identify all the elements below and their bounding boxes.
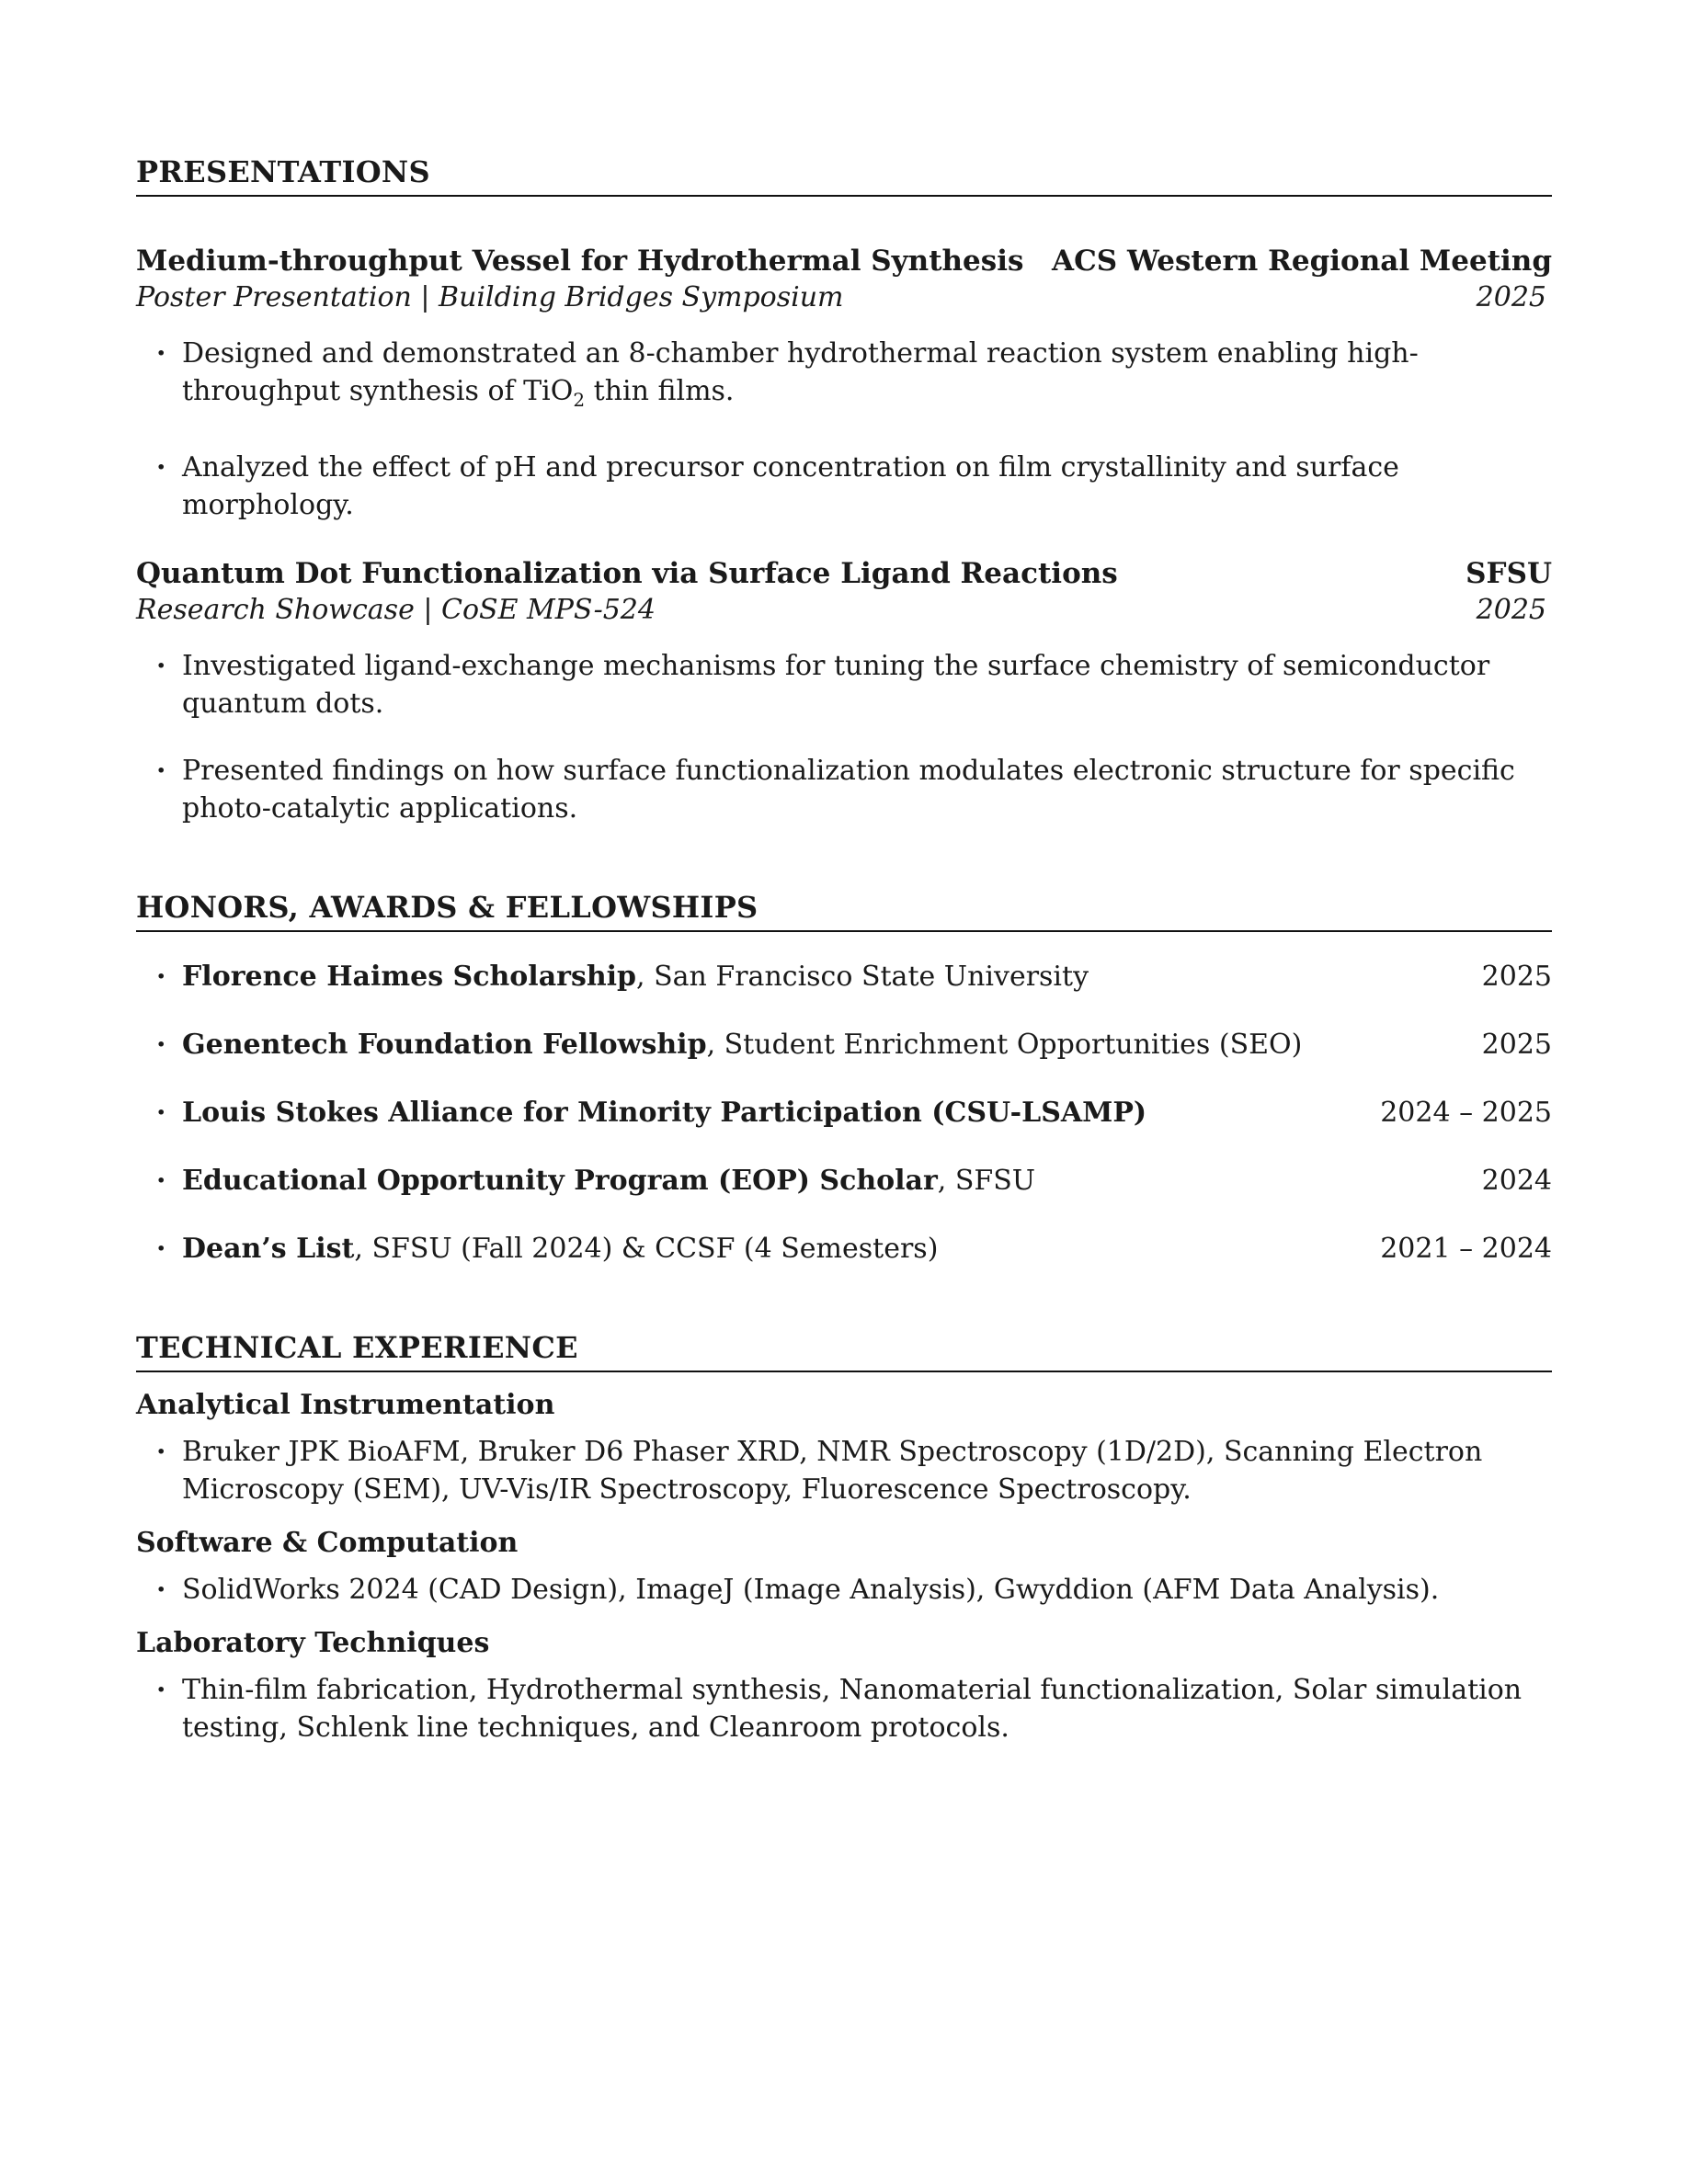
section-heading-honors: HONORS, AWARDS & FELLOWSHIPS xyxy=(136,890,1552,932)
presentation-title: Quantum Dot Functionalization via Surface Ligand Reactions xyxy=(136,557,1118,590)
honor-item xyxy=(136,958,1552,995)
presentation-entry xyxy=(136,555,1552,827)
tech-group-list xyxy=(136,1571,1552,1609)
presentation-year: 2025 xyxy=(1476,594,1546,626)
presentation-venue: ACS Western Regional Meeting xyxy=(1052,245,1552,278)
section-heading-technical: TECHNICAL EXPERIENCE xyxy=(136,1330,1552,1372)
tech-group-list xyxy=(136,1433,1552,1508)
honor-name: Louis Stokes Alliance for Minority Participation (CSU-LSAMP) xyxy=(182,1097,1147,1129)
presentation-bullets xyxy=(136,647,1552,827)
resume-content xyxy=(136,154,1552,1746)
honor-name: Genentech Foundation Fellowship xyxy=(182,1029,707,1061)
bullet-item: · Analyzed the effect of pH and precursor concentration on film crystallinity and surface morphology. xyxy=(136,449,1552,524)
honor-detail: , Student Enrichment Opportunities (SEO) xyxy=(706,1029,1303,1061)
honor-detail: , SFSU (Fall 2024) & CCSF (4 Semesters) xyxy=(354,1233,939,1265)
technical-section xyxy=(136,1330,1552,1746)
presentation-title: Medium-throughput Vessel for Hydrothermal Synthesis xyxy=(136,245,1024,278)
honor-year: 2024 xyxy=(1481,1165,1552,1197)
presentation-venue: SFSU xyxy=(1466,557,1552,590)
bullet-item: · Designed and demonstrated an 8-chamber hydrothermal reaction system enabling high-throughput synthesis of TiO$_2$ thin films. xyxy=(136,335,1552,419)
honor-detail: , San Francisco State University xyxy=(636,961,1089,993)
tech-group-title: Software & Computation xyxy=(136,1527,519,1559)
bullet-item: · Investigated ligand-exchange mechanisms for tuning the surface chemistry of semiconductor quantum dots. xyxy=(136,647,1552,722)
honor-item xyxy=(136,1094,1552,1132)
honor-item xyxy=(136,1162,1552,1200)
honors-list xyxy=(136,958,1552,1268)
tech-group-item: · Bruker JPK BioAFM, Bruker D6 Phaser XRD, NMR Spectroscopy (1D/2D), Scanning Electron Microscopy (SEM), UV-Vis/IR Spectroscopy, Fluorescence Spectroscopy. xyxy=(136,1433,1552,1508)
honor-name: Educational Opportunity Program (EOP) Scholar xyxy=(182,1165,938,1197)
honor-year: 2021 – 2024 xyxy=(1380,1233,1552,1265)
bullet-item: · Presented findings on how surface functionalization modulates electronic structure for specific photo-catalytic applications. xyxy=(136,752,1552,827)
presentation-year: 2025 xyxy=(1476,281,1546,313)
honor-year: 2025 xyxy=(1481,1029,1552,1061)
honors-section xyxy=(136,890,1552,1268)
section-heading-presentations: PRESENTATIONS xyxy=(136,154,1552,197)
honor-item xyxy=(136,1026,1552,1064)
tech-group-list xyxy=(136,1671,1552,1746)
tech-group-item: · SolidWorks 2024 (CAD Design), ImageJ (Image Analysis), Gwyddion (AFM Data Analysis). xyxy=(136,1571,1552,1609)
honor-detail: , SFSU xyxy=(937,1165,1036,1197)
honor-year: 2024 – 2025 xyxy=(1380,1097,1552,1129)
honor-year: 2025 xyxy=(1481,961,1552,993)
presentation-subtitle: Research Showcase | CoSE MPS-524 xyxy=(136,594,656,626)
honor-name: Dean’s List xyxy=(182,1233,355,1265)
presentations-section xyxy=(136,154,1552,827)
tech-group-item: · Thin-film fabrication, Hydrothermal synthesis, Nanomaterial functionalization, Solar simulation testing, Schlenk line techniques, and Cleanroom protocols. xyxy=(136,1671,1552,1746)
presentation-entry xyxy=(136,243,1552,524)
presentation-bullets xyxy=(136,335,1552,524)
tech-group-title: Laboratory Techniques xyxy=(136,1627,490,1659)
honor-item xyxy=(136,1230,1552,1268)
presentation-subtitle: Poster Presentation | Building Bridges Symposium xyxy=(136,281,844,313)
honor-name: Florence Haimes Scholarship xyxy=(182,961,637,993)
tech-group-title: Analytical Instrumentation xyxy=(136,1389,555,1421)
